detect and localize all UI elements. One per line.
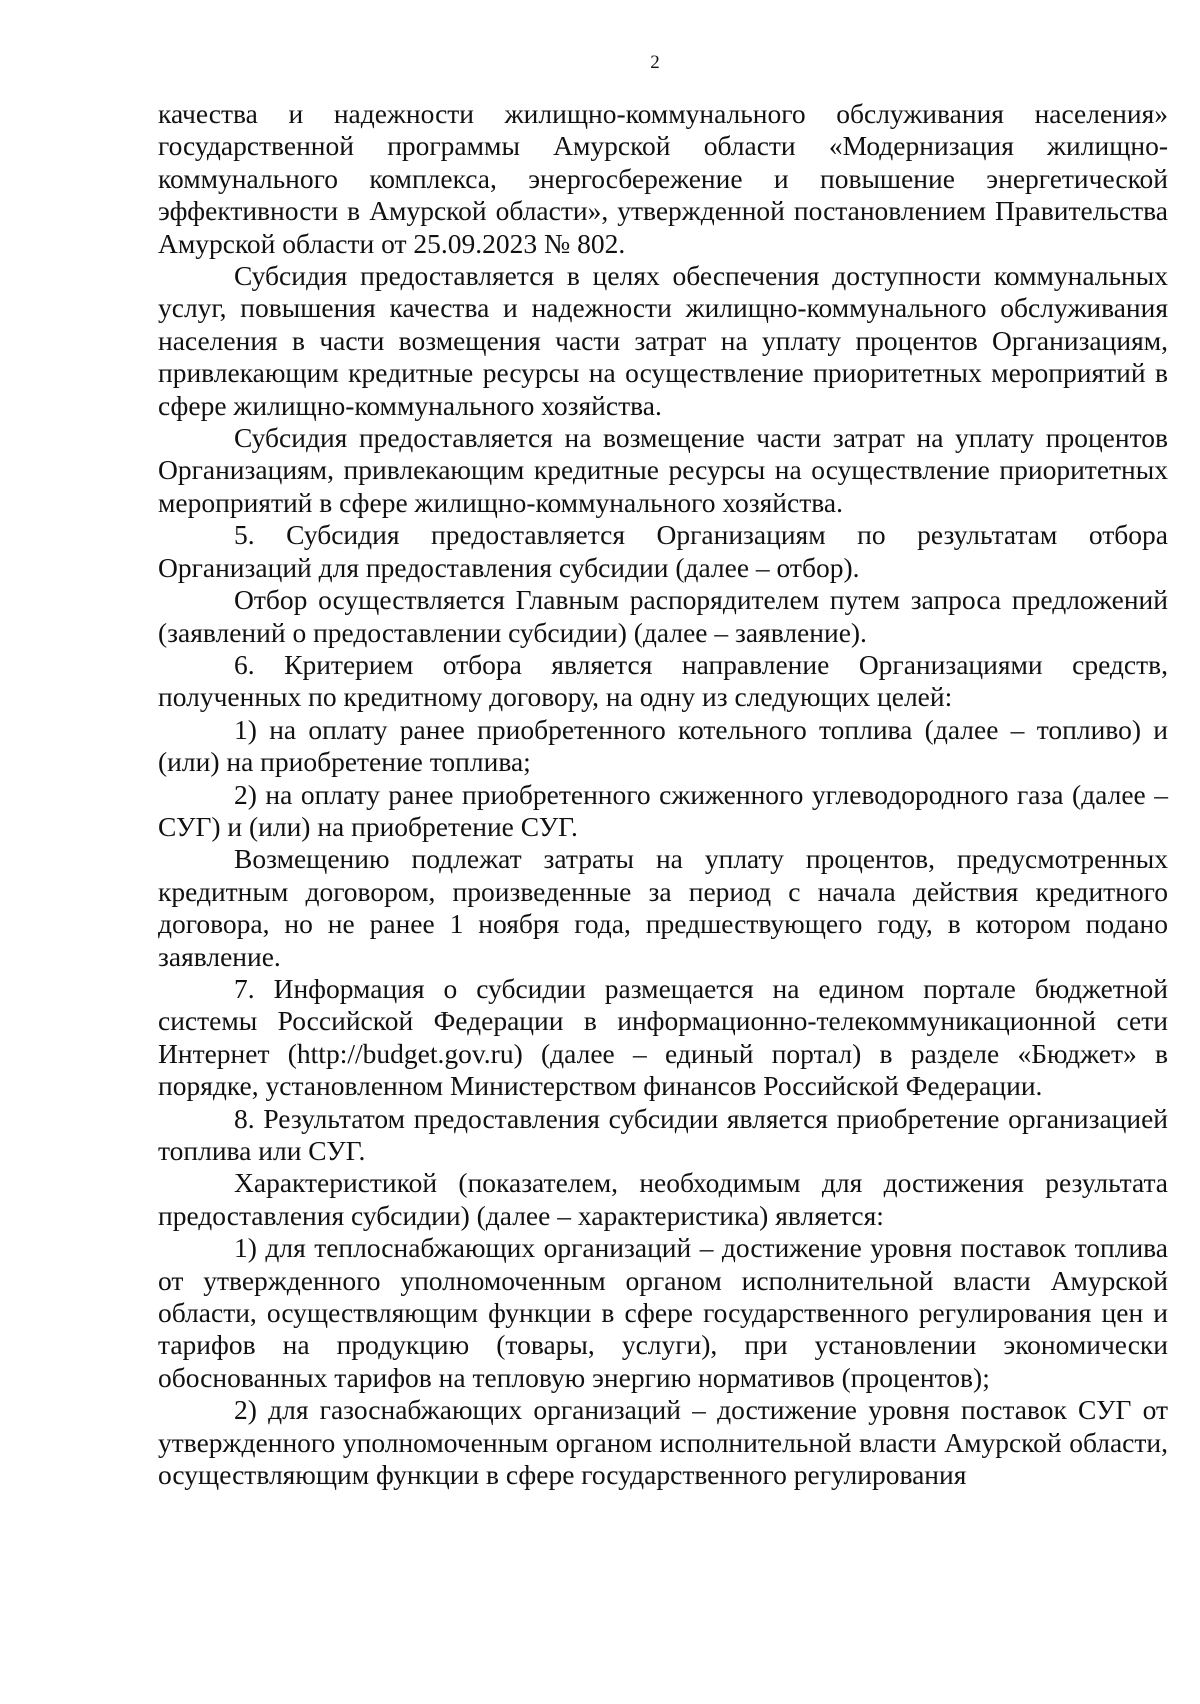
paragraph-item-7: 7. Информация о субсидии размещается на едином портале бюджетной системы Российской Федерации в информационно-телекоммуникационной сети Интернет (http://budget.gov.ru) (далее – единый портал) в разделе «Бюджет» в порядке, установленном Министерством финансов Российской Федерации. [158,972,1168,1102]
paragraph-item-6-1: 1) на оплату ранее приобретенного котельного топлива (далее – топливо) и (или) на приобретение топлива; [158,713,1168,778]
paragraph-item-6-2: 2) на оплату ранее приобретенного сжиженного углеводородного газа (далее – СУГ) и (или) на приобретение СУГ. [158,778,1168,842]
paragraph-item-8: 8. Результатом предоставления субсидии является приобретение организацией топлива или СУГ. [158,1102,1168,1166]
paragraph-reimbursement: Возмещению подлежат затраты на уплату процентов, предусмотренных кредитным договором, произведенные за период с начала действия кредитного договора, но не ранее 1 ноября года, предшествующего году, в котором подано заявление. [158,843,1168,972]
paragraph-selection-method: Отбор осуществляется Главным распорядителем путем запроса предложений (заявлений о предоставлении субсидии) (далее – заявление). [158,584,1168,648]
paragraph-subsidy-compensation: Субсидия предоставляется на возмещение части затрат на уплату процентов Организациям, привлекающим кредитные ресурсы на осуществление приоритетных мероприятий в сфере жилищно-коммунального хозяйства. [158,422,1168,518]
paragraph-item-6: 6. Критерием отбора является направление Организациями средств, полученных по кредитному договору, на одну из следующих целей: [158,648,1168,713]
paragraph-subsidy-purpose: Субсидия предоставляется в целях обеспечения доступности коммунальных услуг, повышения качества и надежности жилищно-коммунального обслуживания населения в части возмещения части затрат на уплату процентов Организациям, привлекающим кредитные ресурсы на осуществление приоритетных мероприятий в сфере жилищно-коммунального хозяйства. [158,260,1168,421]
document-body [158,98,1168,1491]
page-number: 2 [650,52,660,73]
paragraph-characteristic-1: 1) для теплоснабжающих организаций – достижение уровня поставок топлива от утвержденного уполномоченным органом исполнительной власти Амурской области, осуществляющим функции в сфере государственного регулирования цен и тарифов на продукцию (товары, услуги), при установлении экономически обоснованных тарифов на тепловую энергию нормативов (процентов); [158,1232,1168,1393]
paragraph-item-5: 5. Субсидия предоставляется Организациям по результатам отбора Организаций для предоставления субсидии (далее – отбор). [158,519,1168,583]
paragraph-characteristic: Характеристикой (показателем, необходимым для достижения результата предоставления субсидии) (далее – характеристика) является: [158,1167,1168,1231]
paragraph-intro-continuation: качества и надежности жилищно-коммунального обслуживания населения» государственной программы Амурской области «Модернизация жилищно-коммунального комплекса, энергосбережение и повышение энергетической эффективности в Амурской области», утвержденной постановлением Правительства Амурской области от 25.09.2023 № 802. [158,98,1168,259]
paragraph-characteristic-2: 2) для газоснабжающих организаций – достижение уровня поставок СУГ от утвержденного уполномоченным органом исполнительной власти Амурской области, осуществляющим функции в сфере государственного регулирования [158,1394,1168,1491]
